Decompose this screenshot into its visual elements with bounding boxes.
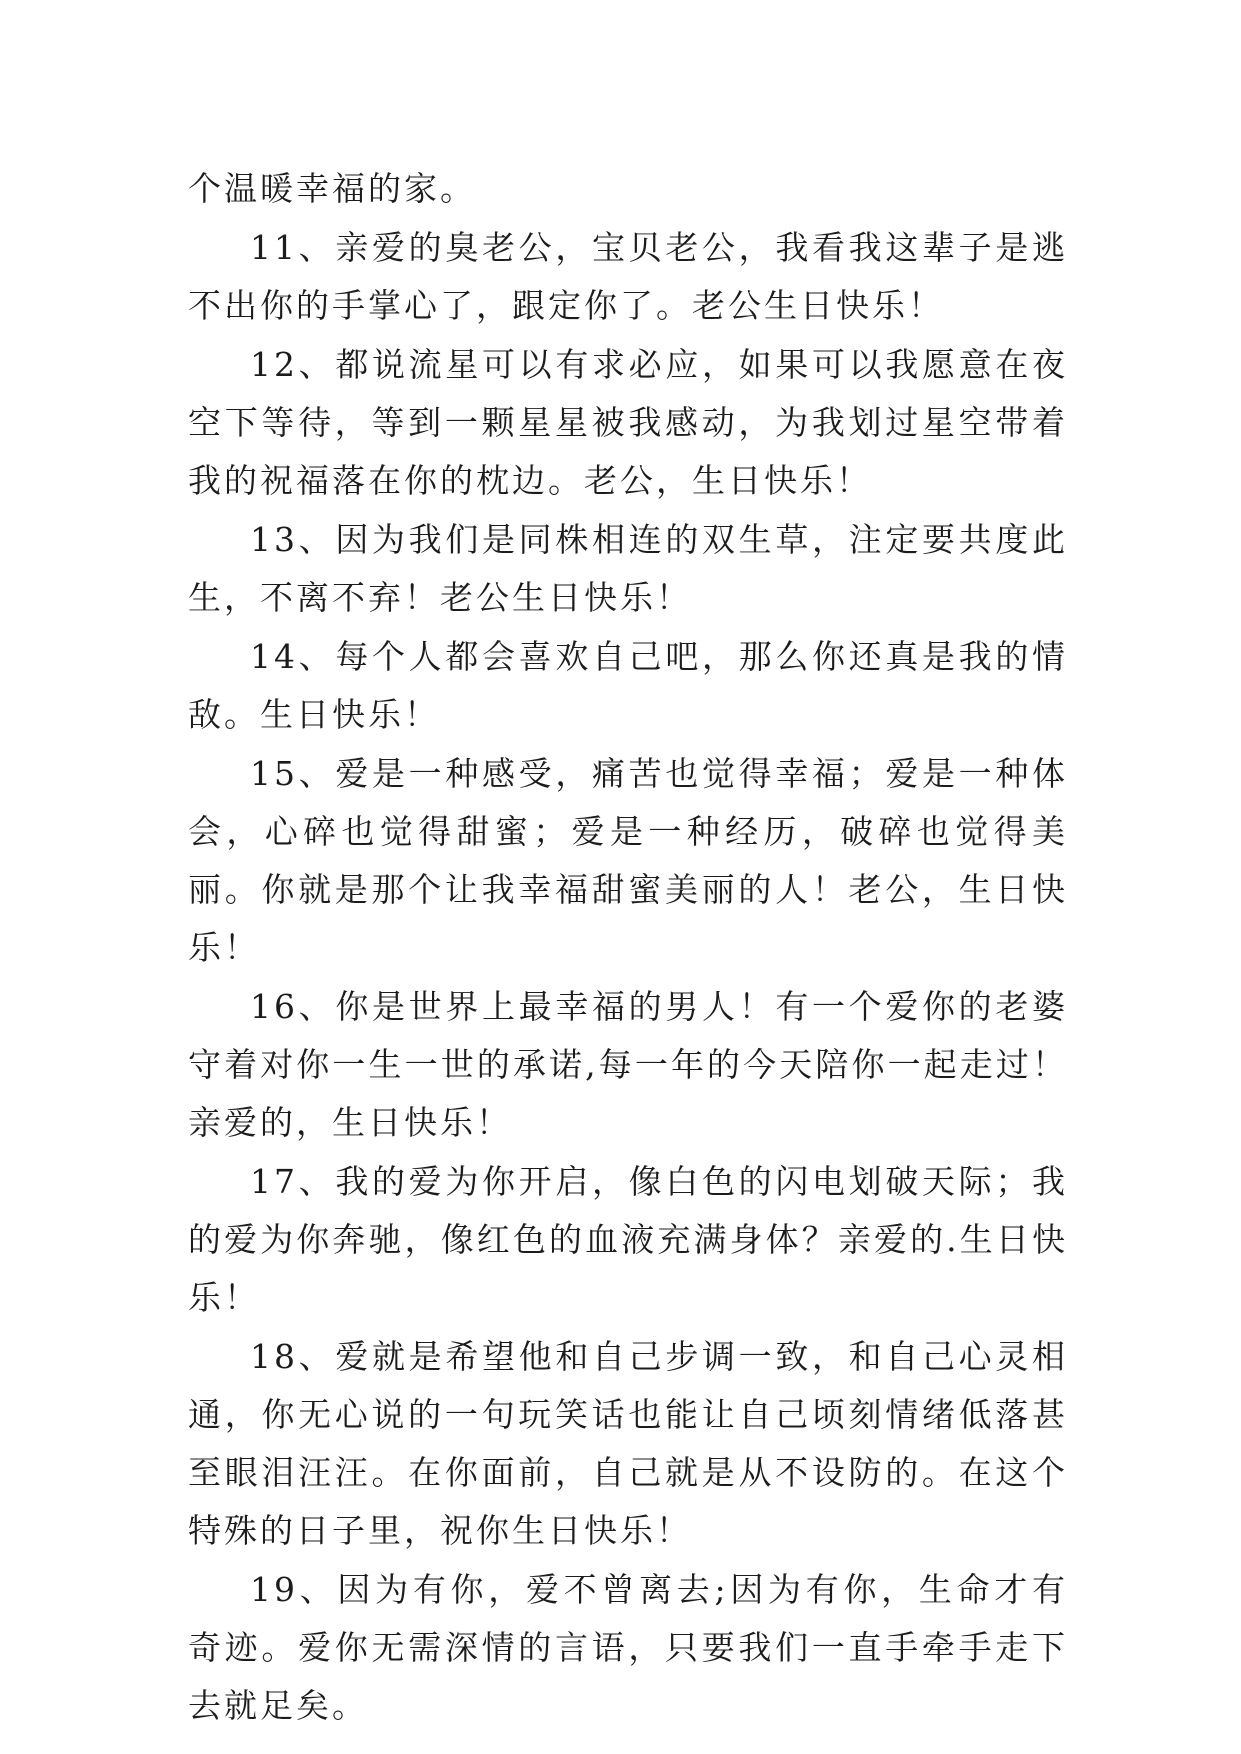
paragraph-14: 14、每个人都会喜欢自己吧，那么你还真是我的情敌。生日快乐！ <box>188 637 1068 734</box>
paragraph-17: 17、我的爱为你开启，像白色的闪电划破天际；我的爱为你奔驰，像红色的血液充满身体？亲爱的.生日快乐！ <box>188 1162 1068 1317</box>
paragraph-15: 15、爱是一种感受，痛苦也觉得幸福；爱是一种体会，心碎也觉得甜蜜；爱是一种经历，破碎也觉得美丽。你就是那个让我幸福甜蜜美丽的人！老公，生日快乐！ <box>188 754 1068 967</box>
paragraph-continuation: 个温暖幸福的家。 <box>188 169 476 208</box>
paragraph-19: 19、因为有你，爱不曾离去;因为有你，生命才有奇迹。爱你无需深情的言语，只要我们一直手牵手走下去就足矣。 <box>188 1570 1068 1725</box>
paragraph-13: 13、因为我们是同株相连的双生草，注定要共度此生，不离不弃！老公生日快乐！ <box>188 520 1068 617</box>
paragraph-18: 18、爱就是希望他和自己步调一致，和自己心灵相通，你无心说的一句玩笑话也能让自己顷刻情绪低落甚至眼泪汪汪。在你面前，自己就是从不设防的。在这个特殊的日子里，祝你生日快乐！ <box>188 1337 1068 1550</box>
document-body <box>188 160 1068 1736</box>
paragraph-16: 16、你是世界上最幸福的男人！有一个爱你的老婆守着对你一生一世的承诺,每一年的今天陪你一起走过！亲爱的，生日快乐！ <box>188 987 1068 1142</box>
paragraph-12: 12、都说流星可以有求必应，如果可以我愿意在夜空下等待，等到一颗星星被我感动，为我划过星空带着我的祝福落在你的枕边。老公，生日快乐！ <box>188 345 1068 500</box>
paragraph-11: 11、亲爱的臭老公，宝贝老公，我看我这辈子是逃不出你的手掌心了，跟定你了。老公生日快乐！ <box>188 228 1068 325</box>
